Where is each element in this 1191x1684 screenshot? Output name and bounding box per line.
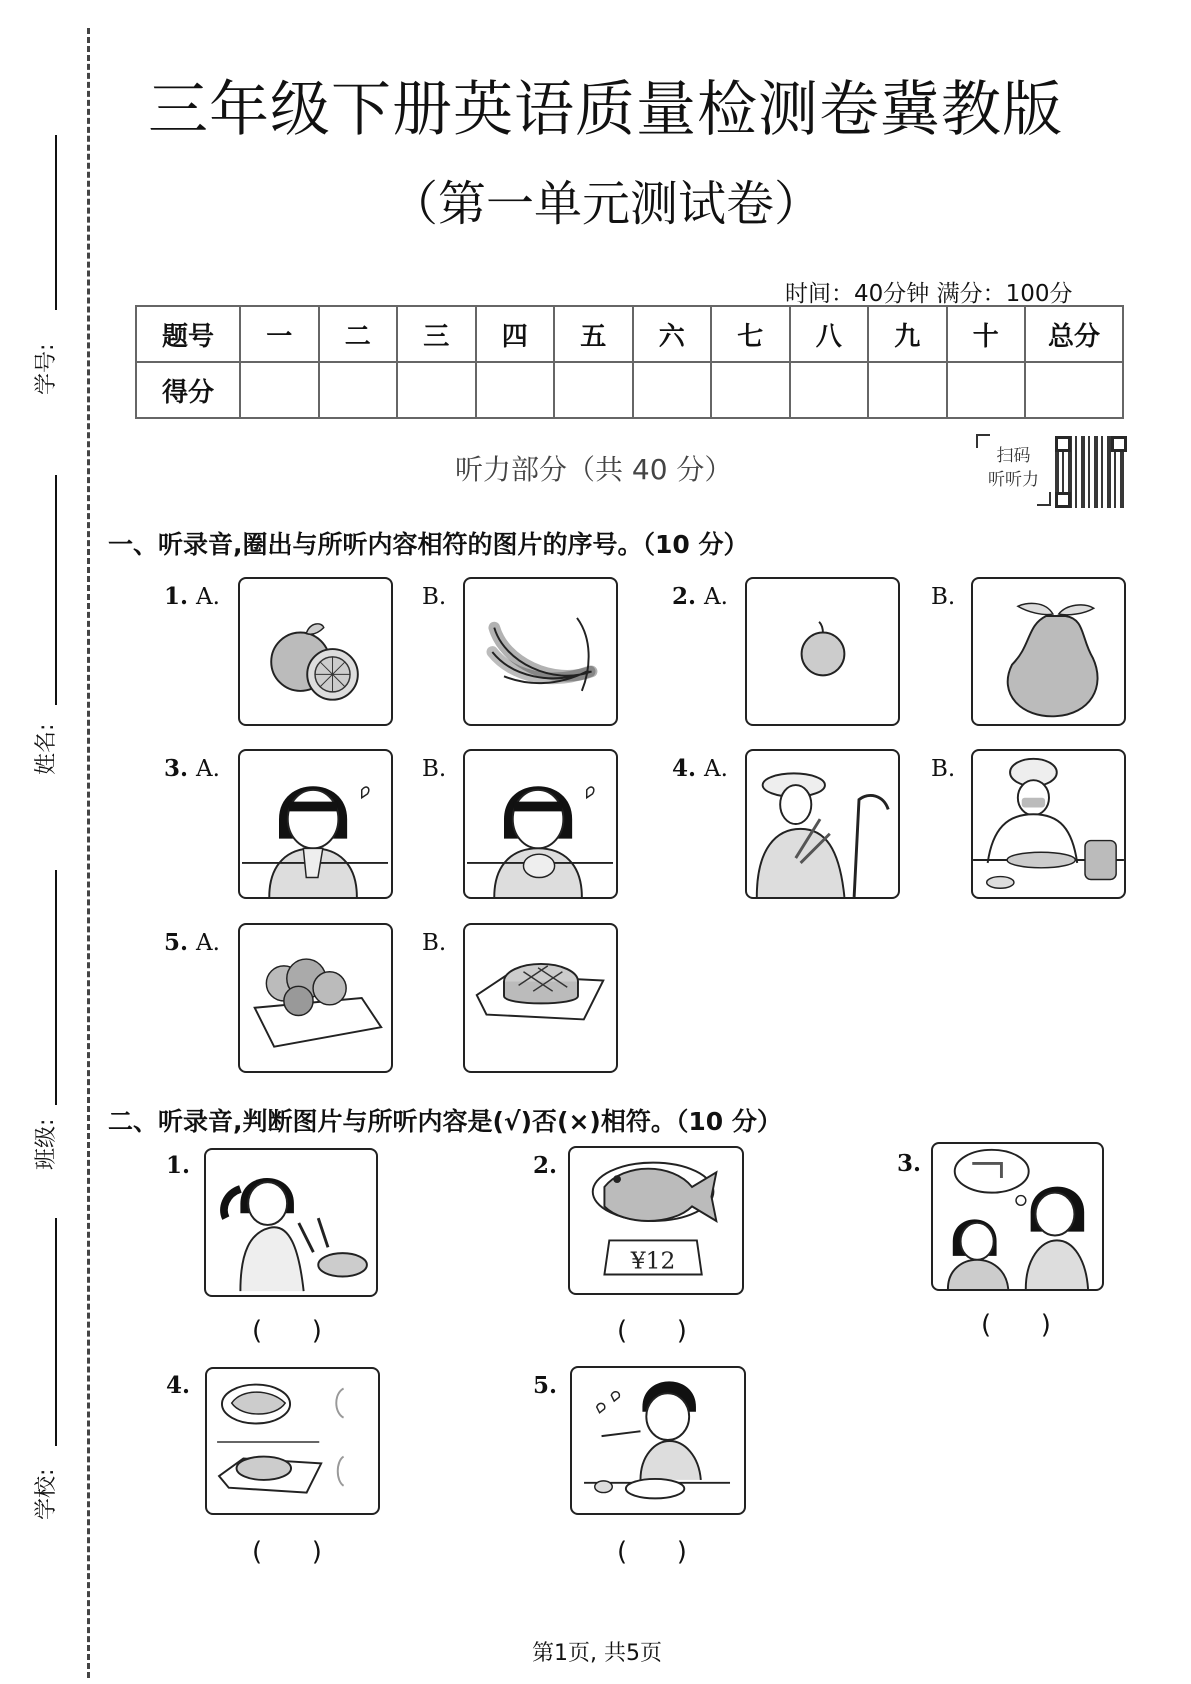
score-cell[interactable]: [633, 362, 712, 418]
option-image-girl-eating-sandwich[interactable]: [238, 749, 393, 899]
option-image-pear[interactable]: [971, 577, 1126, 726]
qr-caption-line2: 听听力: [988, 470, 1039, 490]
score-table: [135, 305, 1124, 419]
page-subtitle: （第一单元测试卷）: [390, 176, 823, 232]
option-image-baker[interactable]: [971, 749, 1126, 899]
score-cell[interactable]: [397, 362, 476, 418]
question-label: [672, 583, 728, 610]
score-cell[interactable]: [947, 362, 1026, 418]
table-header-cell: 总分: [1025, 306, 1123, 362]
question-number: 3.: [164, 755, 189, 782]
table-header-cell: 三: [397, 306, 476, 362]
question-label: [931, 583, 955, 610]
student-id-line[interactable]: [55, 135, 57, 310]
page-title: 三年级下册英语质量检测卷冀教版: [148, 75, 1063, 145]
score-cell[interactable]: [790, 362, 869, 418]
section2-heading: 二、听录音,判断图片与所听内容是(√)否(×)相符。（10 分）: [108, 1107, 782, 1136]
option-image-meat[interactable]: [463, 923, 618, 1073]
score-cell[interactable]: [240, 362, 319, 418]
table-header-cell: 一: [240, 306, 319, 362]
qr-finder: [1055, 492, 1071, 508]
qr-finder: [1111, 436, 1127, 452]
table-header-cell: 二: [319, 306, 398, 362]
score-cell[interactable]: [868, 362, 947, 418]
question-number: 2.: [672, 583, 697, 610]
option-image-vegetables[interactable]: [238, 923, 393, 1073]
listening-section-heading: 听力部分（共 40 分）: [455, 453, 733, 486]
answer-bracket[interactable]: ( ): [617, 1316, 687, 1346]
option-b-label: B.: [422, 930, 447, 956]
page-number: 第1页, 共5页: [532, 1641, 662, 1666]
question-label: [164, 929, 220, 956]
student-id-label: 学号:: [34, 343, 59, 395]
table-header-cell: 七: [711, 306, 790, 362]
option-image-farmer[interactable]: [745, 749, 900, 899]
binding-dashed-line: [87, 28, 90, 1678]
option-b-label: B.: [422, 584, 447, 610]
score-table-header-row: [136, 306, 1123, 362]
score-cell[interactable]: [1025, 362, 1123, 418]
qr-code-icon[interactable]: [1055, 436, 1127, 508]
question-label: [672, 755, 728, 782]
option-a-label: A.: [196, 584, 220, 610]
score-cell[interactable]: [476, 362, 555, 418]
table-header-cell: 四: [476, 306, 555, 362]
question-label: [931, 755, 955, 782]
judge-image-chicken-and-meat: [205, 1367, 380, 1515]
option-b-label: B.: [422, 756, 447, 782]
table-header-cell: 八: [790, 306, 869, 362]
option-a-label: A.: [196, 756, 220, 782]
option-b-label: B.: [931, 584, 956, 610]
exam-meta: 时间：40分钟 满分：100分: [785, 281, 1073, 307]
question-label: [422, 583, 446, 610]
question-label: [164, 755, 220, 782]
table-header-cell: 五: [554, 306, 633, 362]
school-line[interactable]: [55, 1218, 57, 1446]
question-number: 3.: [897, 1150, 922, 1177]
name-line[interactable]: [55, 475, 57, 705]
score-cell[interactable]: [554, 362, 633, 418]
option-image-apple[interactable]: [745, 577, 900, 726]
qr-finder: [1055, 436, 1071, 452]
question-number: 5.: [533, 1372, 558, 1399]
option-b-label: B.: [931, 756, 956, 782]
question-number: 5.: [164, 929, 189, 956]
option-a-label: A.: [704, 756, 728, 782]
option-a-label: A.: [704, 584, 728, 610]
qr-caption: [976, 434, 1051, 506]
question-number: 4.: [166, 1372, 191, 1399]
table-header-cell: 九: [868, 306, 947, 362]
question-number: 1.: [164, 583, 189, 610]
question-label: [422, 755, 446, 782]
score-row-label: 得分: [136, 362, 240, 418]
score-table-score-row: [136, 362, 1123, 418]
question-number: 2.: [533, 1152, 558, 1179]
answer-bracket[interactable]: ( ): [252, 1537, 322, 1567]
option-image-orange[interactable]: [238, 577, 393, 726]
qr-caption-line1: 扫码: [996, 446, 1031, 466]
answer-bracket[interactable]: ( ): [617, 1537, 687, 1567]
school-label: 学校:: [34, 1468, 59, 1520]
table-header-cell: 十: [947, 306, 1026, 362]
question-number: 4.: [672, 755, 697, 782]
judge-image-fish-price: [568, 1146, 744, 1295]
judge-image-girl-refusing-noodles: [204, 1148, 378, 1297]
question-label: [164, 583, 220, 610]
question-label: [422, 929, 446, 956]
name-label: 姓名:: [34, 723, 59, 775]
option-image-bananas[interactable]: [463, 577, 618, 726]
question-number: 1.: [166, 1152, 191, 1179]
table-header-cell: 题号: [136, 306, 240, 362]
table-header-cell: 六: [633, 306, 712, 362]
section1-heading: 一、听录音,圈出与所听内容相符的图片的序号。（10 分）: [108, 530, 749, 559]
score-cell[interactable]: [711, 362, 790, 418]
class-label: 班级:: [34, 1118, 59, 1170]
score-cell[interactable]: [319, 362, 398, 418]
price-tag: ¥12: [630, 1246, 676, 1275]
judge-image-washing-hands: [931, 1142, 1104, 1291]
answer-bracket[interactable]: ( ): [981, 1310, 1051, 1340]
answer-bracket[interactable]: ( ): [252, 1316, 322, 1346]
option-a-label: A.: [196, 930, 220, 956]
judge-image-boy-eating-dumplings: [570, 1366, 746, 1515]
class-line[interactable]: [55, 870, 57, 1105]
option-image-girl-eating-bread[interactable]: [463, 749, 618, 899]
